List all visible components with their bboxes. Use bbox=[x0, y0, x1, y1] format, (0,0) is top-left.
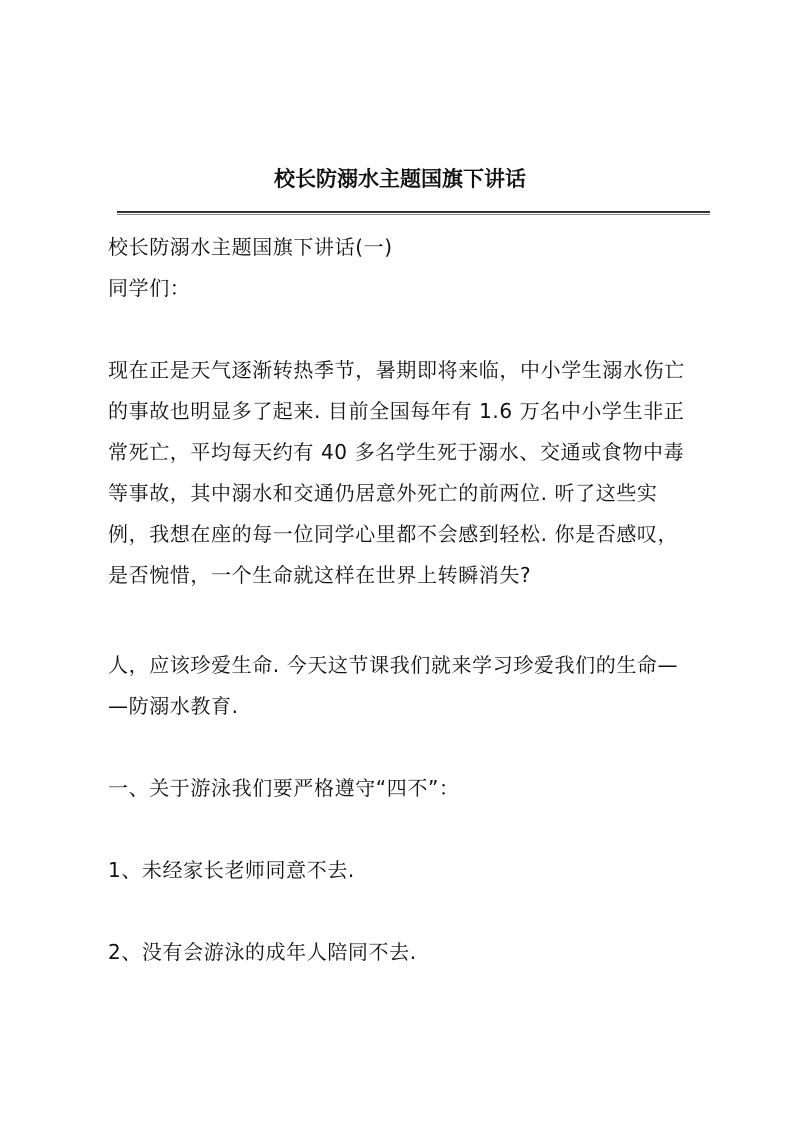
paragraph-line: 的事故也明显多了起来. 目前全国每年有 1.6 万名中小学生非正 bbox=[108, 399, 685, 423]
paragraph-line: 现在正是天气逐渐转热季节，暑期即将来临，中小学生溺水伤亡 bbox=[108, 358, 685, 382]
paragraph-line: 例，我想在座的每一位同学心里都不会感到轻松. 你是否感叹， bbox=[108, 522, 679, 546]
paragraph-line: 等事故，其中溺水和交通仍居意外死亡的前两位. 听了这些实 bbox=[108, 481, 658, 505]
list-item: 1、未经家长老师同意不去. bbox=[108, 858, 355, 882]
section-heading: 一、关于游泳我们要严格遵守“四不”： bbox=[108, 776, 460, 800]
document-title: 校长防溺水主题国旗下讲话 bbox=[274, 166, 526, 191]
subtitle: 校长防溺水主题国旗下讲话(一) bbox=[108, 235, 393, 259]
paragraph-line: 常死亡，平均每天约有 40 多名学生死于溺水、交通或食物中毒 bbox=[108, 440, 685, 464]
salutation: 同学们： bbox=[108, 276, 191, 300]
paragraph-line: 是否惋惜，一个生命就这样在世界上转瞬消失? bbox=[108, 563, 532, 587]
title-divider bbox=[117, 211, 710, 215]
paragraph-line: 人，应该珍爱生命. 今天这节课我们就来学习珍爱我们的生命— bbox=[108, 653, 679, 677]
paragraph-line: —防溺水教育. bbox=[108, 694, 239, 718]
list-item: 2、没有会游泳的成年人陪同不去. bbox=[108, 940, 417, 964]
